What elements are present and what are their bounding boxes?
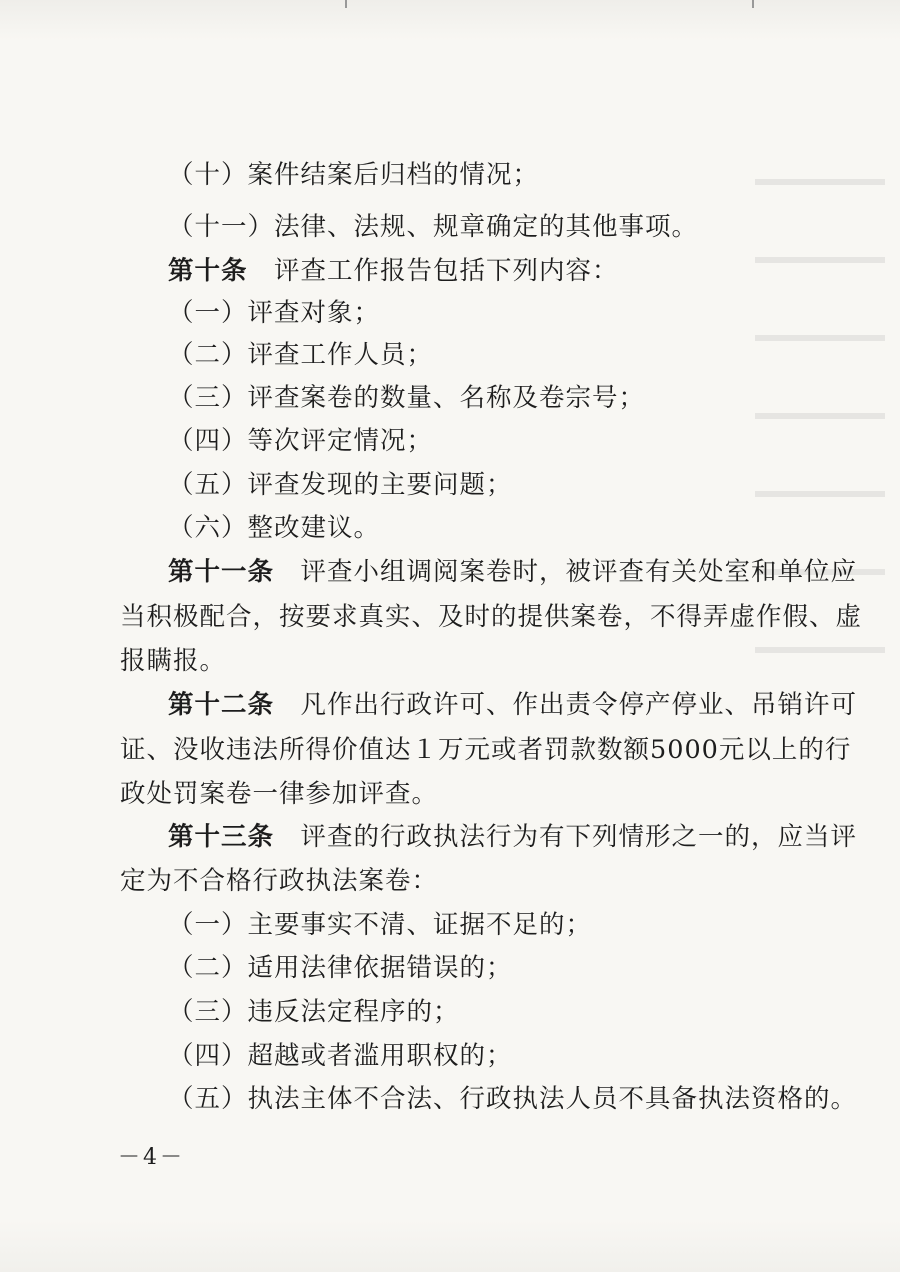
text-line: （四）等次评定情况；: [168, 426, 434, 456]
text-line: 证、没收违法所得价值达１万元或者罚款数额5000元以上的行: [120, 735, 852, 765]
article-heading: 第十二条: [168, 690, 275, 720]
scan-mark: [345, 0, 347, 8]
text-line: （一）主要事实不清、证据不足的；: [168, 910, 593, 940]
text-line: （六）整改建议。: [168, 513, 381, 543]
text-line: （五）评查发现的主要问题；: [168, 470, 513, 500]
text-line: （十一）法律、法规、规章确定的其他事项。: [168, 212, 699, 242]
text-line: 报瞒报。: [120, 646, 227, 676]
article-heading: 第十三条: [168, 822, 275, 852]
article-line: 第十一条 评查小组调阅案卷时，被评查有关处室和单位应: [168, 557, 858, 587]
text-line: （二）适用法律依据错误的；: [168, 953, 513, 983]
text-line: （五）执法主体不合法、行政执法人员不具备执法资格的。: [168, 1084, 858, 1114]
text-line: （一）评查对象；: [168, 298, 381, 328]
text-line: （三）评查案卷的数量、名称及卷宗号；: [168, 383, 646, 413]
text-line: 定为不合格行政执法案卷：: [120, 866, 439, 896]
text-line: （二）评查工作人员；: [168, 340, 434, 370]
article-line: 第十三条 评查的行政执法行为有下列情形之一的，应当评: [168, 822, 858, 852]
scan-mark: [752, 0, 754, 8]
text-line: （四）超越或者滥用职权的；: [168, 1041, 513, 1071]
article-heading: 第十条: [168, 256, 248, 286]
text-line: （十）案件结案后归档的情况；: [168, 160, 540, 190]
text-line: 政处罚案卷一律参加评查。: [120, 779, 439, 809]
text-line: 当积极配合，按要求真实、及时的提供案卷，不得弄虚作假、虚: [120, 602, 863, 632]
text-line: （三）违反法定程序的；: [168, 997, 460, 1027]
article-line: 第十二条 凡作出行政许可、作出责令停产停业、吊销许可: [168, 690, 858, 720]
page-number: －4－: [118, 1145, 185, 1170]
article-line: 第十条 评查工作报告包括下列内容：: [168, 256, 619, 286]
article-heading: 第十一条: [168, 557, 275, 587]
